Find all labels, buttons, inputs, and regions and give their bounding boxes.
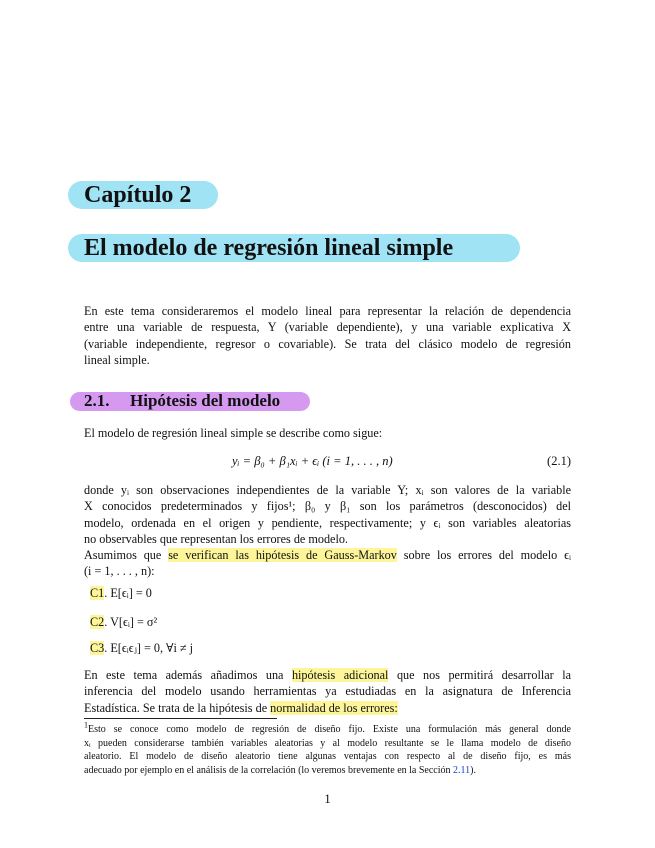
model-intro [84, 425, 571, 441]
description-line: donde yᵢ son observaciones independientes de la variable Y; xᵢ son valores de la variable [84, 483, 571, 497]
section-reference-link[interactable]: 2.11 [453, 764, 471, 776]
intro-line: entre una variable de respuesta, Y (variable dependiente), y una variable explicativa X [84, 320, 571, 335]
chapter-title: El modelo de regresión lineal simple [84, 235, 454, 261]
footnote-line [84, 720, 571, 737]
footnote-line [84, 764, 571, 778]
section-number: 2.1. [84, 391, 110, 410]
intro-line: En este tema consideraremos el modelo lineal para representar la relación de dependencia [84, 304, 571, 318]
intro-paragraph [84, 303, 571, 368]
assume-pre: Asumimos que [84, 548, 169, 563]
equation-body: yᵢ = β₀ + β₁xᵢ + ϵᵢ (i = 1, . . . , n) [232, 454, 393, 468]
closing-pre: Estadística. Se trata de la hipótesis de [84, 700, 271, 715]
assume-post: sobre los errores del modelo ϵᵢ [396, 548, 571, 563]
intro-line: (variable independiente, regresor o covariable). Se trata del clásico modelo de regresión [84, 336, 571, 351]
section-title: Hipótesis del modelo [130, 391, 281, 410]
assume-line-2: (i = 1, . . . , n): [84, 564, 155, 579]
description-paragraph [84, 482, 571, 580]
description-line: modelo, ordenada en el origen y pendiente, respectivamente; y ϵᵢ son variables aleatorias [84, 515, 571, 530]
condition-c3 [90, 640, 193, 656]
gauss-markov-highlight: se verifican las hipótesis de Gauss-Markov [168, 548, 397, 563]
footnote-line: xᵢ pueden considerarse también variables aleatorias y al modelo resultante se le llama modelo de diseño [84, 737, 571, 749]
condition-c2 [90, 614, 157, 630]
description-line: X conocidos predeterminados y fijos¹; β₀ y β₁ son los parámetros (desconocidos) del [84, 499, 571, 514]
closing-paragraph [84, 667, 571, 716]
condition-text: . V[ϵᵢ] = σ² [104, 615, 158, 629]
footnote-line: aleatorio. El modelo de diseño aleatorio tiene algunas ventajas con respecto al de diseño fijo, es más [84, 751, 571, 763]
condition-label: C2 [90, 615, 105, 629]
chapter-label: Capítulo 2 [84, 182, 192, 208]
footnote [84, 720, 571, 777]
condition-label: C1 [90, 586, 105, 600]
intro-line: lineal simple. [84, 352, 150, 367]
section-heading [84, 390, 280, 412]
footnote-text: adecuado por ejemplo en el análisis de la correlación (lo veremos brevemente en la Sección [84, 764, 454, 776]
condition-c1 [90, 585, 152, 601]
model-intro-text: El modelo de regresión lineal simple se describe como sigue: [84, 426, 383, 440]
assume-line [84, 547, 571, 563]
footnote-text: Esto se conoce como modelo de regresión de diseño fijo. Existe una formulación más general donde [88, 724, 571, 735]
closing-line: inferencia del modelo usando herramientas ya estudiadas en la asignatura de Inferencia [84, 684, 571, 699]
footnote-text: ). [470, 764, 476, 776]
page-number: 1 [324, 791, 331, 806]
condition-label: C3 [90, 641, 105, 655]
closing-line [84, 700, 571, 716]
closing-pre: En este tema además añadimos una [84, 668, 292, 682]
condition-text: . E[ϵᵢϵⱼ] = 0, ∀i ≠ j [104, 641, 194, 655]
condition-text: . E[ϵᵢ] = 0 [104, 586, 152, 600]
footnote-rule [84, 718, 277, 719]
closing-line [84, 667, 571, 683]
footnote-mark: 1 [84, 720, 88, 730]
description-line: no observables que representan los errores de modelo. [84, 531, 348, 546]
normality-highlight: normalidad de los errores: [270, 700, 398, 715]
equation-number: (2.1) [547, 454, 571, 468]
additional-hypothesis-highlight: hipótesis adicional [291, 668, 389, 682]
closing-post: que nos permitirá desarrollar la [388, 668, 571, 682]
